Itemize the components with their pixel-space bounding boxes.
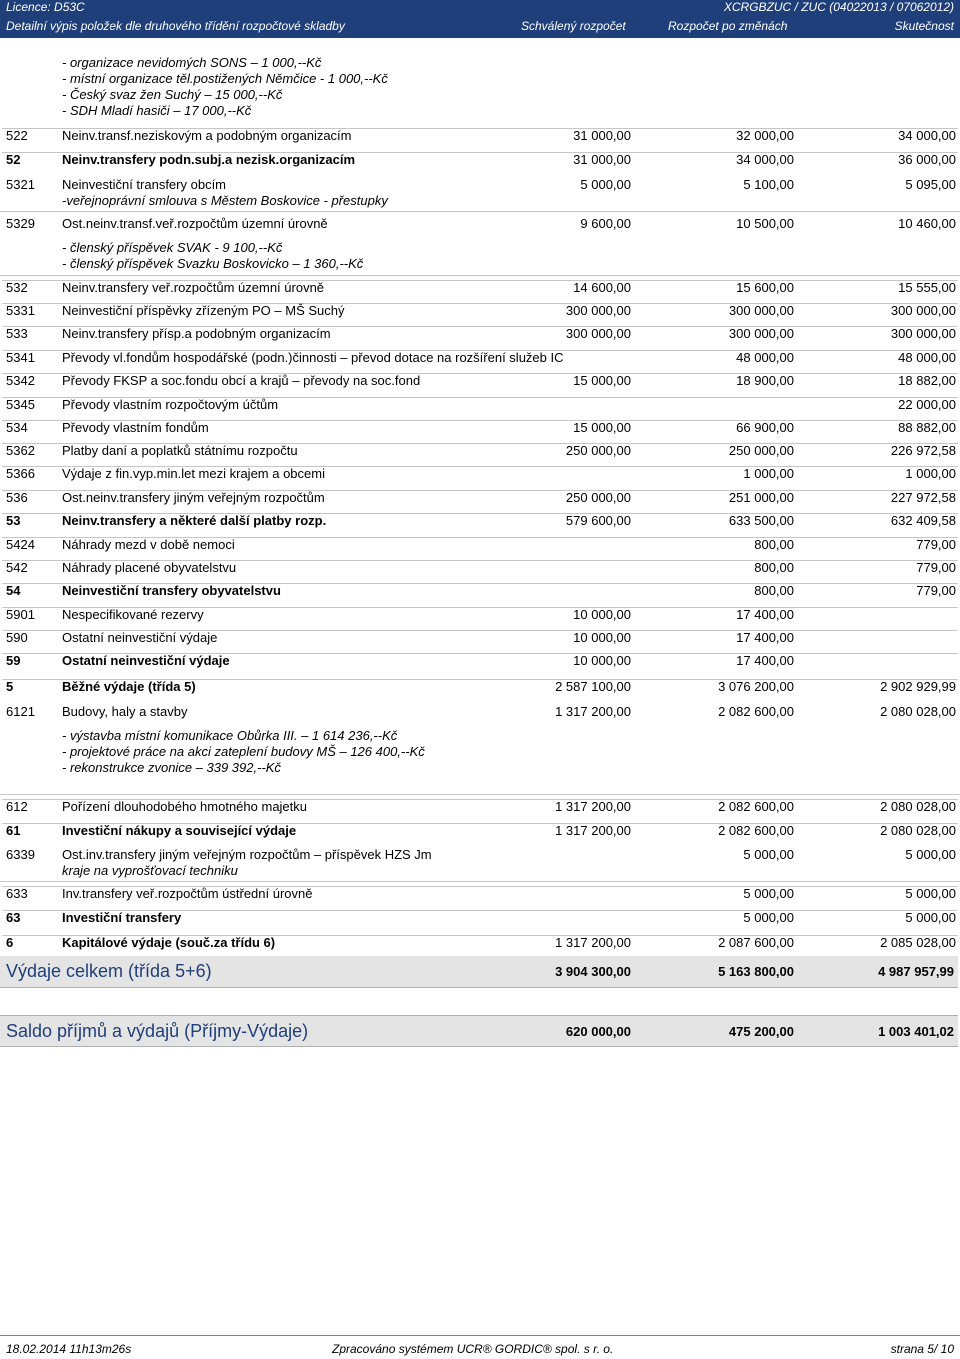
- row-name: Náhrady mezd v době nemoci: [62, 537, 235, 552]
- row-approved: 14 600,00: [573, 280, 631, 295]
- row-actual: 15 555,00: [898, 280, 956, 295]
- note-line: - výstavba místní komunikace Obůrka III. – 1 614 236,--Kč: [62, 728, 398, 743]
- row-approved: 300 000,00: [565, 326, 631, 341]
- note-line: - projektové práce na akci zateplení budovy MŠ – 126 400,--Kč: [62, 744, 425, 759]
- row-changed: 5 100,00: [743, 177, 794, 192]
- row-actual: 226 972,58: [890, 443, 956, 458]
- row-approved: 10 000,00: [573, 653, 631, 668]
- row-approved: 15 000,00: [573, 373, 631, 388]
- expenses-total-row: [0, 956, 958, 988]
- row-changed: 15 600,00: [736, 280, 794, 295]
- row-changed: 5 000,00: [743, 886, 794, 901]
- row-name: Ostatní neinvestiční výdaje: [62, 630, 218, 645]
- table-row: [2, 799, 958, 814]
- row-changed: 48 000,00: [736, 350, 794, 365]
- column-header: [0, 15, 960, 38]
- table-row: [2, 397, 958, 412]
- row-approved: 9 600,00: [580, 216, 631, 231]
- row-actual: 2 080 028,00: [880, 823, 956, 838]
- row-changed: 2 087 600,00: [718, 935, 794, 950]
- expenses-total-label: Výdaje celkem (třída 5+6): [6, 961, 212, 981]
- row-name: Ost.neinv.transf.veř.rozpočtům územní úrovně: [62, 216, 328, 231]
- row-name: Ost.inv.transfery jiným veřejným rozpočtům – příspěvek HZS Jm: [62, 847, 432, 862]
- row-changed: 800,00: [754, 537, 794, 552]
- row-approved: 15 000,00: [573, 420, 631, 435]
- table-row: [2, 583, 958, 598]
- row-actual: 34 000,00: [898, 128, 956, 143]
- row-changed: 10 500,00: [736, 216, 794, 231]
- row-actual: 779,00: [916, 537, 956, 552]
- row-code: 5: [6, 679, 14, 694]
- row-code: 61: [6, 823, 21, 838]
- row-code: 5321: [6, 177, 35, 192]
- note-line: - členský příspěvek SVAK - 9 100,--Kč: [62, 240, 283, 255]
- row-name: Běžné výdaje (třída 5): [62, 679, 196, 694]
- row-name: Kapitálové výdaje (souč.za třídu 6): [62, 935, 276, 950]
- row-changed: 251 000,00: [728, 490, 794, 505]
- row-actual: 5 000,00: [905, 910, 956, 925]
- row-name: Platby daní a poplatků státnímu rozpočtu: [62, 443, 298, 458]
- row-code: 5342: [6, 373, 35, 388]
- row-code: 5366: [6, 466, 35, 481]
- row-name: Převody vlastním rozpočtovým účtům: [62, 397, 279, 412]
- table-row: [2, 607, 958, 622]
- row-changed: 3 076 200,00: [718, 679, 794, 694]
- row-name: Investiční transfery: [62, 910, 182, 925]
- row-name: Neinv.transfery veř.rozpočtům územní úrovně: [62, 280, 325, 295]
- balance-total-changed: 475 200,00: [728, 1024, 794, 1039]
- table-row: [2, 326, 958, 341]
- row-divider: [0, 211, 960, 212]
- row-code: 5362: [6, 443, 35, 458]
- row-approved: 10 000,00: [573, 607, 631, 622]
- col-actual: Skutečnost: [894, 19, 954, 33]
- note-line: - rekonstrukce zvonice – 339 392,--Kč: [62, 760, 281, 775]
- row-changed: 2 082 600,00: [718, 704, 794, 719]
- note-line: - členský příspěvek Svazku Boskovicko – 1 360,--Kč: [62, 256, 364, 271]
- row-code: 5341: [6, 350, 35, 365]
- row-changed: 300 000,00: [728, 303, 794, 318]
- row-changed: 34 000,00: [736, 152, 794, 167]
- row-approved: 250 000,00: [565, 490, 631, 505]
- row-code: 633: [6, 886, 28, 901]
- row-changed: 5 000,00: [743, 847, 794, 862]
- row-changed: 800,00: [754, 560, 794, 575]
- row-actual: 5 000,00: [905, 886, 956, 901]
- row-changed: 66 900,00: [736, 420, 794, 435]
- row-actual: 227 972,58: [890, 490, 956, 505]
- row-approved: 1 317 200,00: [555, 935, 631, 950]
- row-divider: [0, 881, 960, 882]
- footer-date: 18.02.2014 11h13m26s: [6, 1342, 132, 1356]
- row-approved: 300 000,00: [565, 303, 631, 318]
- row-code: 522: [6, 128, 28, 143]
- table-row: [2, 886, 958, 901]
- balance-total-approved: 620 000,00: [565, 1024, 631, 1039]
- row-actual: 1 000,00: [905, 466, 956, 481]
- row-actual: 779,00: [916, 583, 956, 598]
- row-name: Inv.transfery veř.rozpočtům ústřední úrovně: [62, 886, 313, 901]
- row-name: Budovy, haly a stavby: [62, 704, 188, 719]
- row-changed: 17 400,00: [736, 630, 794, 645]
- expenses-total-approved: 3 904 300,00: [555, 964, 631, 979]
- table-row: [2, 513, 958, 528]
- row-changed: 1 000,00: [743, 466, 794, 481]
- table-row: [2, 303, 958, 318]
- row-name: Neinv.transfery podn.subj.a nezisk.organizacím: [62, 152, 356, 167]
- expenses-total-actual: 4 987 957,99: [878, 964, 954, 979]
- row-name: Ostatní neinvestiční výdaje: [62, 653, 230, 668]
- table-row: [2, 490, 958, 505]
- balance-total-row: [0, 1015, 958, 1047]
- row-code: 532: [6, 280, 28, 295]
- row-changed: 633 500,00: [728, 513, 794, 528]
- table-row: [2, 420, 958, 435]
- row-divider: [0, 794, 960, 795]
- row-name: Převody vlastním fondům: [62, 420, 209, 435]
- row-name: Neinvestiční transfery obyvatelstvu: [62, 583, 281, 598]
- balance-total-actual: 1 003 401,02: [878, 1024, 954, 1039]
- table-row: [2, 910, 958, 925]
- balance-total-label: Saldo příjmů a výdajů (Příjmy-Výdaje): [6, 1021, 309, 1041]
- row-approved: 31 000,00: [573, 152, 631, 167]
- expenses-total-changed: 5 163 800,00: [718, 964, 794, 979]
- row-actual: 88 882,00: [898, 420, 956, 435]
- row-approved: 2 587 100,00: [555, 679, 631, 694]
- row-name: Neinvestiční příspěvky zřízeným PO – MŠ Suchý: [62, 303, 345, 318]
- note-line: - SDH Mladí hasiči – 17 000,--Kč: [62, 103, 252, 118]
- row-code: 54: [6, 583, 21, 598]
- footer-page: strana 5/ 10: [890, 1342, 954, 1356]
- note-5321: -veřejnoprávní smlouva s Městem Boskovice - přestupky: [62, 193, 388, 208]
- table-row: [2, 350, 958, 365]
- row-actual: 22 000,00: [898, 397, 956, 412]
- table-row: [2, 443, 958, 458]
- row-code: 542: [6, 560, 28, 575]
- row-code: 5901: [6, 607, 35, 622]
- row-actual: 2 902 929,99: [880, 679, 956, 694]
- row-name: Převody FKSP a soc.fondu obcí a krajů – převody na soc.fond: [62, 373, 421, 388]
- note-line: - Český svaz žen Suchý – 15 000,--Kč: [62, 87, 283, 102]
- report-title: Detailní výpis položek dle druhového třídění rozpočtové skladby: [6, 19, 345, 33]
- row-changed: 18 900,00: [736, 373, 794, 388]
- table-row: [2, 373, 958, 388]
- license-label: Licence: D53C: [6, 0, 85, 14]
- row-approved: 31 000,00: [573, 128, 631, 143]
- row-approved: 579 600,00: [565, 513, 631, 528]
- row-changed: 2 082 600,00: [718, 823, 794, 838]
- row-code: 536: [6, 490, 28, 505]
- row-actual: 2 080 028,00: [880, 799, 956, 814]
- table-row: [2, 679, 958, 694]
- row-code: 59: [6, 653, 21, 668]
- row-actual: 632 409,58: [890, 513, 956, 528]
- row-actual: 18 882,00: [898, 373, 956, 388]
- col-approved: Schválený rozpočet: [521, 19, 626, 33]
- table-row: [2, 280, 958, 295]
- table-row: [2, 823, 958, 838]
- note-6121: [62, 728, 425, 776]
- row-code: 53: [6, 513, 21, 528]
- row-actual: 2 085 028,00: [880, 935, 956, 950]
- row-name: Pořízení dlouhodobého hmotného majetku: [62, 799, 308, 814]
- table-row: [2, 935, 958, 950]
- table-row: [2, 128, 958, 143]
- row-name: Neinv.transfery a některé další platby rozp.: [62, 513, 327, 528]
- row-code: 6: [6, 935, 14, 950]
- row-actual: 779,00: [916, 560, 956, 575]
- row-code: 533: [6, 326, 28, 341]
- row-changed: 17 400,00: [736, 653, 794, 668]
- table-row: [2, 466, 958, 481]
- row-approved: 10 000,00: [573, 630, 631, 645]
- row-code: 5345: [6, 397, 35, 412]
- row-code: 6339: [6, 847, 35, 862]
- row-name: Neinvestiční transfery obcím: [62, 177, 227, 192]
- row-actual: 300 000,00: [890, 326, 956, 341]
- row-code: 612: [6, 799, 28, 814]
- row-code: 52: [6, 152, 21, 167]
- row-name: Výdaje z fin.vyp.min.let mezi krajem a obcemi: [62, 466, 325, 481]
- row-actual: 48 000,00: [898, 350, 956, 365]
- note-line: - místní organizace těl.postižených Němčice - 1 000,--Kč: [62, 71, 388, 86]
- row-name: Neinv.transf.neziskovým a podobným organizacím: [62, 128, 352, 143]
- col-changed: Rozpočet po změnách: [668, 19, 788, 33]
- table-row: [2, 152, 958, 167]
- row-changed: 5 000,00: [743, 910, 794, 925]
- row-code: 5329: [6, 216, 35, 231]
- row-approved: 1 317 200,00: [555, 823, 631, 838]
- row-code: 534: [6, 420, 28, 435]
- row-changed: 32 000,00: [736, 128, 794, 143]
- row-name: Nespecifikované rezervy: [62, 607, 204, 622]
- row-changed: 250 000,00: [728, 443, 794, 458]
- row-code: 5424: [6, 537, 35, 552]
- row-name: Náhrady placené obyvatelstvu: [62, 560, 237, 575]
- row-name: Ost.neinv.transfery jiným veřejným rozpočtům: [62, 490, 325, 505]
- table-row: [2, 630, 958, 645]
- row-actual: 5 095,00: [905, 177, 956, 192]
- row-actual: 5 000,00: [905, 847, 956, 862]
- row-code: 63: [6, 910, 21, 925]
- row-changed: 800,00: [754, 583, 794, 598]
- row-code: 5331: [6, 303, 35, 318]
- note-6339: kraje na vyprošťovací techniku: [62, 863, 238, 878]
- row-divider: [0, 275, 960, 276]
- note-block-top: [62, 55, 388, 119]
- note-line: - organizace nevidomých SONS – 1 000,--Kč: [62, 55, 322, 70]
- row-code: 590: [6, 630, 28, 645]
- row-approved: 5 000,00: [580, 177, 631, 192]
- note-5329: [62, 240, 363, 272]
- row-approved: 250 000,00: [565, 443, 631, 458]
- table-row: [2, 537, 958, 552]
- page-footer: [0, 1335, 960, 1359]
- row-actual: 300 000,00: [890, 303, 956, 318]
- footer-system: Zpracováno systémem UCR® GORDIC® spol. s r. o.: [332, 1342, 614, 1356]
- row-name: Převody vl.fondům hospodářské (podn.)činnosti – převod dotace na rozšíření služeb IC: [62, 350, 564, 365]
- row-approved: 1 317 200,00: [555, 704, 631, 719]
- row-name: Neinv.transfery přísp.a podobným organizacím: [62, 326, 331, 341]
- row-name: Investiční nákupy a související výdaje: [62, 823, 297, 838]
- license-bar: [0, 0, 960, 15]
- row-changed: 17 400,00: [736, 607, 794, 622]
- table-row: [2, 560, 958, 575]
- row-changed: 2 082 600,00: [718, 799, 794, 814]
- row-actual: 2 080 028,00: [880, 704, 956, 719]
- row-actual: 10 460,00: [898, 216, 956, 231]
- report-code: XCRGBZUC / ZUC (04022013 / 07062012): [723, 0, 954, 14]
- table-row: [2, 653, 958, 668]
- row-code: 6121: [6, 704, 35, 719]
- row-actual: 36 000,00: [898, 152, 956, 167]
- row-approved: 1 317 200,00: [555, 799, 631, 814]
- row-changed: 300 000,00: [728, 326, 794, 341]
